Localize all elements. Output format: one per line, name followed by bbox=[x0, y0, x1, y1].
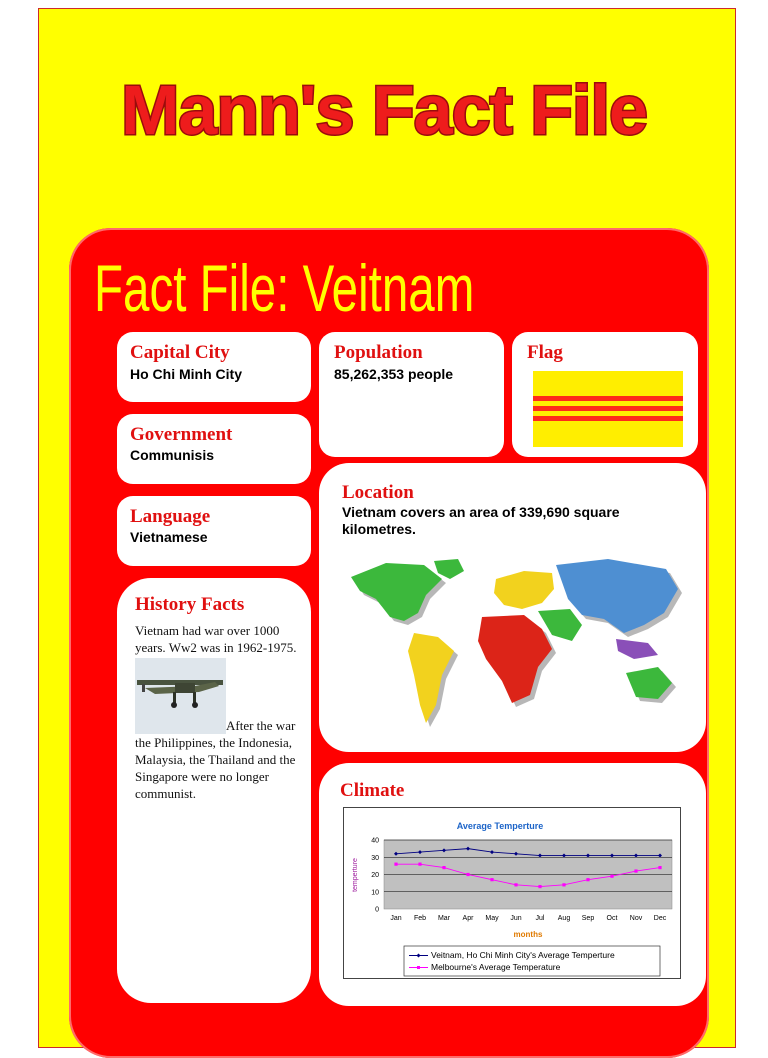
legend-marker bbox=[417, 966, 420, 969]
population-value: 85,262,353 people bbox=[334, 366, 454, 382]
climate-heading: Climate bbox=[340, 780, 405, 801]
data-point bbox=[634, 869, 637, 872]
y-tick-label: 40 bbox=[371, 837, 379, 845]
page-title: Mann's Fact File bbox=[121, 71, 647, 149]
x-tick-label: Mar bbox=[437, 915, 451, 922]
location-value: Vietnam covers an area of 339,690 square kilometres. bbox=[342, 504, 620, 537]
language-card bbox=[117, 496, 311, 566]
data-point bbox=[586, 878, 589, 881]
flag-image bbox=[533, 371, 683, 447]
fact-file-title: Fact File: Veitnam bbox=[94, 251, 475, 325]
chart-title: Average Temperture bbox=[456, 821, 544, 831]
north-america-shape bbox=[351, 563, 442, 621]
y-tick-label: 30 bbox=[371, 854, 379, 862]
data-point bbox=[442, 866, 445, 869]
data-point bbox=[538, 885, 541, 888]
x-tick-label: Jul bbox=[535, 915, 545, 922]
data-point bbox=[466, 873, 469, 876]
population-heading: Population bbox=[334, 342, 423, 363]
south-america-shape bbox=[408, 633, 454, 723]
language-value: Vietnamese bbox=[130, 529, 208, 545]
x-tick-label: Sep bbox=[581, 915, 595, 922]
history-text-intro: Vietnam had war over 1000 years. Ww2 was in 1962-1975. bbox=[135, 623, 297, 655]
greenland-shape bbox=[434, 559, 464, 579]
data-point bbox=[394, 863, 397, 866]
x-tick-label: Nov bbox=[629, 915, 643, 922]
legend-label: Melbourne's Average Temperature bbox=[431, 962, 561, 972]
flag-heading: Flag bbox=[527, 342, 563, 363]
southeast-asia-shape bbox=[616, 639, 658, 659]
data-point bbox=[514, 883, 517, 886]
government-card bbox=[117, 414, 311, 484]
y-tick-label: 0 bbox=[375, 906, 379, 914]
y-tick-label: 20 bbox=[371, 872, 379, 879]
x-tick-label: Jan bbox=[390, 915, 402, 922]
data-point bbox=[490, 878, 493, 881]
capital-city-value: Ho Chi Minh City bbox=[130, 366, 242, 382]
data-point bbox=[610, 875, 613, 878]
location-heading: Location bbox=[342, 482, 414, 503]
x-tick-label: May bbox=[485, 915, 499, 922]
x-tick-label: Aug bbox=[557, 915, 571, 922]
x-tick-label: Feb bbox=[413, 915, 427, 922]
government-heading: Government bbox=[130, 424, 233, 445]
data-point bbox=[658, 866, 661, 869]
europe-shape bbox=[494, 571, 554, 609]
data-point bbox=[562, 883, 565, 886]
capital-city-heading: Capital City bbox=[130, 342, 230, 363]
x-tick-label: Dec bbox=[653, 915, 667, 922]
capital-city-card bbox=[117, 332, 311, 402]
government-value: Communisis bbox=[130, 447, 215, 463]
history-heading: History Facts bbox=[135, 594, 245, 615]
language-heading: Language bbox=[130, 506, 211, 527]
x-tick-label: Apr bbox=[462, 915, 474, 922]
history-text-after: After the war the Philippines, the Indonesia, Malaysia, the Thailand and the Singapore were no longer communist. bbox=[135, 718, 296, 801]
population-card bbox=[319, 332, 504, 457]
y-tick-label: 10 bbox=[371, 889, 379, 897]
location-card bbox=[319, 463, 706, 752]
legend-label: Veitnam, Ho Chi Minh City's Average Temperture bbox=[431, 950, 615, 960]
airplane-photo bbox=[135, 658, 226, 734]
climate-chart bbox=[343, 807, 681, 979]
x-axis-title: months bbox=[513, 930, 543, 939]
world-map bbox=[346, 555, 688, 733]
x-tick-label: Jun bbox=[510, 915, 522, 922]
y-axis-title: temperture bbox=[352, 858, 359, 892]
africa-shape bbox=[478, 615, 552, 703]
x-tick-label: Oct bbox=[606, 915, 618, 922]
data-point bbox=[418, 863, 421, 866]
history-card bbox=[117, 578, 311, 1003]
